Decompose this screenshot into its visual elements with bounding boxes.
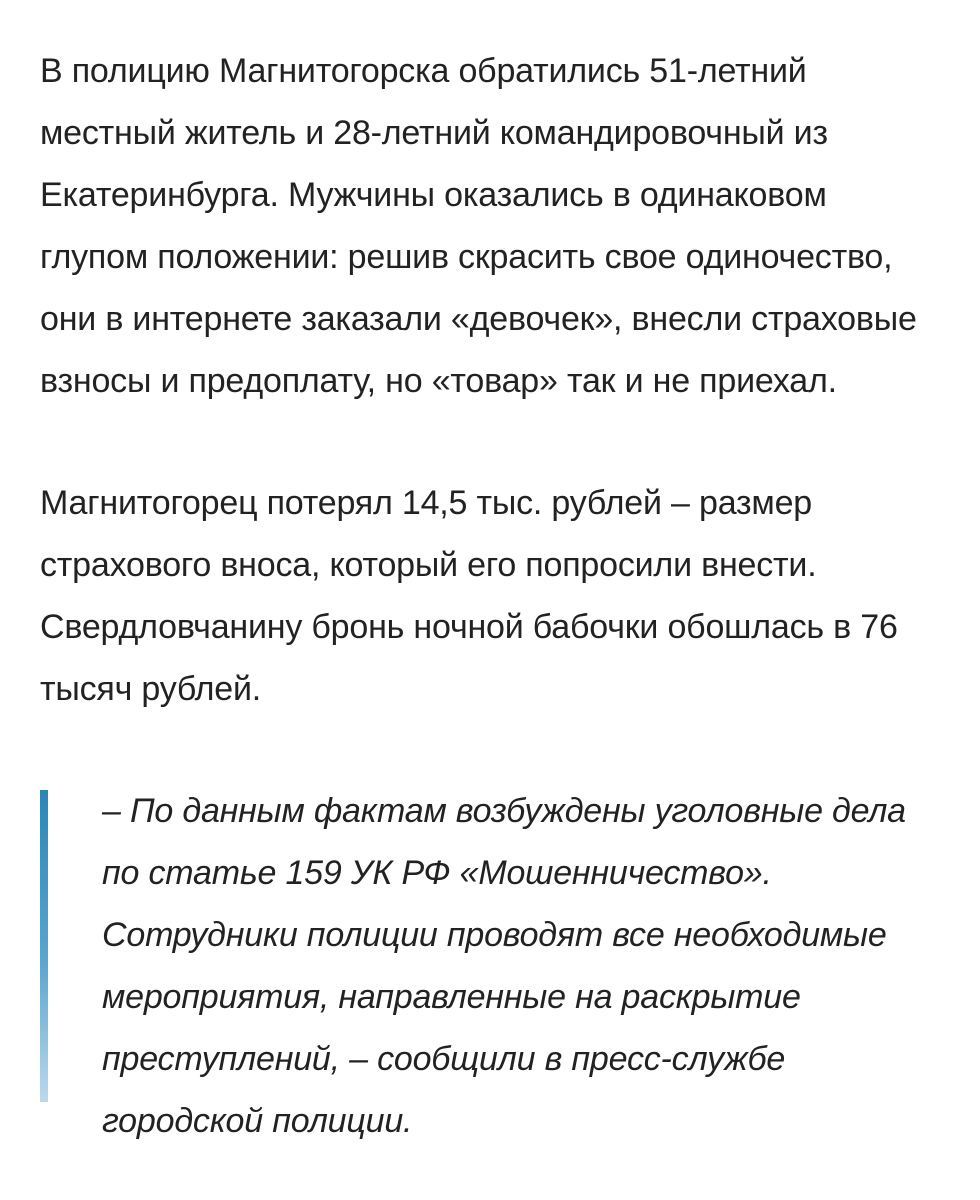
quote-bar (40, 790, 48, 1102)
article-paragraph-2: Магнитогорец потерял 14,5 тыс. рублей – размер страхового вноса, который его попросили внести. Свердловчанину бронь ночной бабочки обошлась в 76 тысяч рублей. (40, 484, 898, 708)
press-quote (40, 780, 930, 1152)
quote-text: – По данным фактам возбуждены уголовные дела по статье 159 УК РФ «Мошенничество». Сотрудники полиции проводят все необходимые мероприятия, направленные на раскрытие преступлений, – сообщили в пресс-службе городской полиции. (102, 792, 906, 1140)
article-paragraph-1: В полицию Магнитогорска обратились 51-летний местный житель и 28-летний командировочный из Екатеринбурга. Мужчины оказались в одинаковом глупом положении: решив скрасить свое одиночество, они в интернете заказали «девочек», внесли страховые взносы и предоплату, но «товар» так и не приехал. (40, 52, 917, 400)
